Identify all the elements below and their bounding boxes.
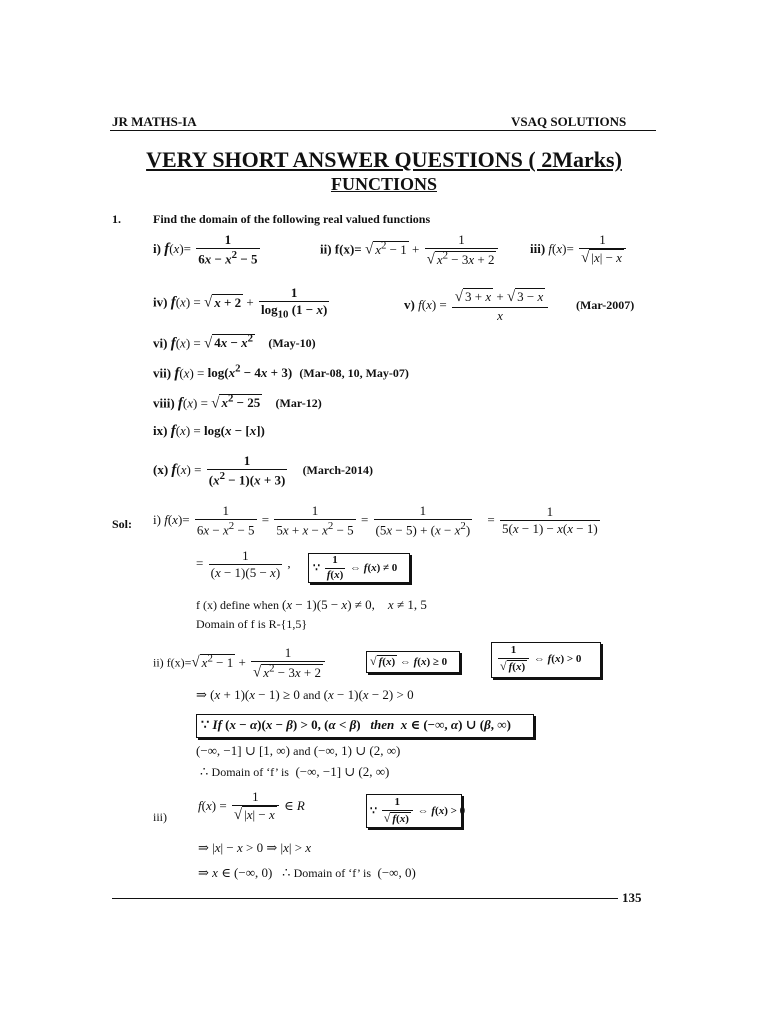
question-item-iv: iv) f(x) = √ x + 2 + $\frac{1}{\log_{10} (1 - x)}$: [153, 285, 328, 321]
question-item-x: (x) f(x) = $\frac{1}{(x^2 - 1)(x + 3)}$ (March-2014): [153, 453, 373, 488]
question-item-viii: viii) f(x) = √ $x^2 - 25$ (Mar-12): [153, 393, 322, 412]
define-text: f (x) define when: [196, 598, 279, 612]
question-item-i: i) f(x)= $\frac{1}{6x - x^2 - 5}$: [153, 232, 258, 267]
item-ref-v: (Mar-2007): [576, 298, 635, 312]
item-label: iii): [530, 240, 546, 256]
footer-rule: [112, 898, 618, 899]
hint-box-interval: ∵ If (x − α)(x − β) > 0, (α < β) then x ∈ (−∞, α) ∪ (β, ∞): [196, 714, 534, 738]
and-text: and: [293, 744, 311, 758]
solution-i-step1: i) f(x)= $\frac{1}{6x - x^2 - 5}$ = $\frac{1}{5x + x - x^2 - 5}$ = $\frac{1}{(5x - 5) + (x - x^2)}$ = $\frac{1}{5(x - 1) - x(x - 1)}$: [153, 503, 598, 538]
question-item-ii: ii) f(x)= √ $x^2 - 1$ + $\frac{1}{√ x^2 - 3x + 2}$: [320, 232, 500, 269]
header-left: JR MATHS-IA: [112, 114, 197, 129]
page-number: 135: [622, 890, 642, 905]
solution-i-label: i): [153, 511, 161, 527]
item-ref: (May-10): [268, 336, 316, 351]
item-ref: (Mar-08, 10, May-07): [299, 366, 409, 381]
item-label: (x): [153, 461, 169, 477]
question-item-v: v) f(x) = $\frac{√ 3 + x + √ 3 - x}{x}$: [404, 288, 550, 324]
hint-box-iii: ∵ $\frac{1}{√ f(x)}$ ⇔ f(x) > 0: [366, 794, 462, 828]
hint-box-reciprocal-sqrt: $\frac{1}{√ f(x)}$ ⇔ f(x) > 0: [491, 642, 601, 678]
item-label: vi): [153, 335, 168, 351]
solution-i-step2: = $\frac{1}{(x - 1)(5 - x)}$ ,: [196, 548, 291, 581]
solution-i-define: f (x) define when (x − 1)(5 − x) ≠ 0, x ≠ 1, 5: [196, 597, 427, 612]
page-subtitle: FUNCTIONS: [330, 174, 437, 194]
solution-iii-step1: f(x) = $\frac{1}{√ |x| - x}$ ∈ R: [198, 789, 305, 824]
question-item-vi: vi) f(x) = √ $4x - x^2$ (May-10): [153, 333, 316, 352]
page-title: VERY SHORT ANSWER QUESTIONS ( 2Marks): [146, 147, 622, 172]
domain-text: Domain of ‘f’ is: [211, 765, 289, 779]
then-text: then: [370, 717, 395, 732]
item-label: v): [404, 296, 415, 312]
item-label: iv): [153, 294, 168, 310]
hint-box-reciprocal: ∵ $\frac{1}{f(x)}$ ⇔ f(x) ≠ 0: [308, 553, 410, 583]
question-item-vii: vii) $f(x) = \log(x^2 - 4x + 3)$ (Mar-08, 10, May-07): [153, 363, 409, 382]
solution-iii-step2: ⇒ |x| − x > 0 ⇒ |x| > x: [198, 840, 312, 855]
solution-ii-step1: ii) f(x)=√ $x^2 - 1$ + $\frac{1}{√ x^2 - 3x + 2}$: [153, 645, 327, 682]
question-item-iii: iii) f(x)= $\frac{1}{√ |x| - x}$: [530, 232, 628, 268]
item-label: viii): [153, 395, 175, 411]
item-ref: (Mar-12): [275, 396, 322, 411]
question-item-ix: ix) f(x) = log(x − [x]): [153, 423, 265, 439]
item-ref: (March-2014): [302, 462, 373, 477]
item-label: vii): [153, 365, 172, 381]
solution-iii-step3: ⇒ x ∈ (−∞, 0) ∴ Domain of ‘f’ is (−∞, 0): [198, 865, 416, 880]
header-right: VSAQ SOLUTIONS: [511, 114, 627, 129]
item-label: i): [153, 240, 161, 256]
item-label: ii) f(x)=: [320, 241, 362, 257]
header-rule: [110, 130, 656, 131]
solution-label: Sol:: [112, 517, 133, 531]
and-text: and: [303, 688, 321, 702]
domain-text: Domain of ‘f’ is: [293, 866, 372, 880]
question-number: 1.: [112, 212, 121, 226]
solution-ii-domain: ∴ Domain of ‘f’ is (−∞, −1] ∪ (2, ∞): [200, 764, 390, 779]
solution-iii-label: iii): [153, 810, 167, 824]
solution-ii-step3: (−∞, −1] ∪ [1, ∞) and (−∞, 1) ∪ (2, ∞): [196, 743, 401, 758]
question-text: Find the domain of the following real valued functions: [153, 212, 431, 226]
solution-ii-step2: ⇒ (x + 1)(x − 1) ≥ 0 and (x − 1)(x − 2) > 0: [196, 687, 414, 702]
solution-ii-label: ii) f(x)=: [153, 655, 192, 670]
hint-box-sqrt: √ f(x) ⇔ f(x) ≥ 0: [366, 651, 460, 673]
solution-i-domain: Domain of f is R-{1,5}: [196, 617, 308, 631]
item-label: ix): [153, 423, 168, 438]
